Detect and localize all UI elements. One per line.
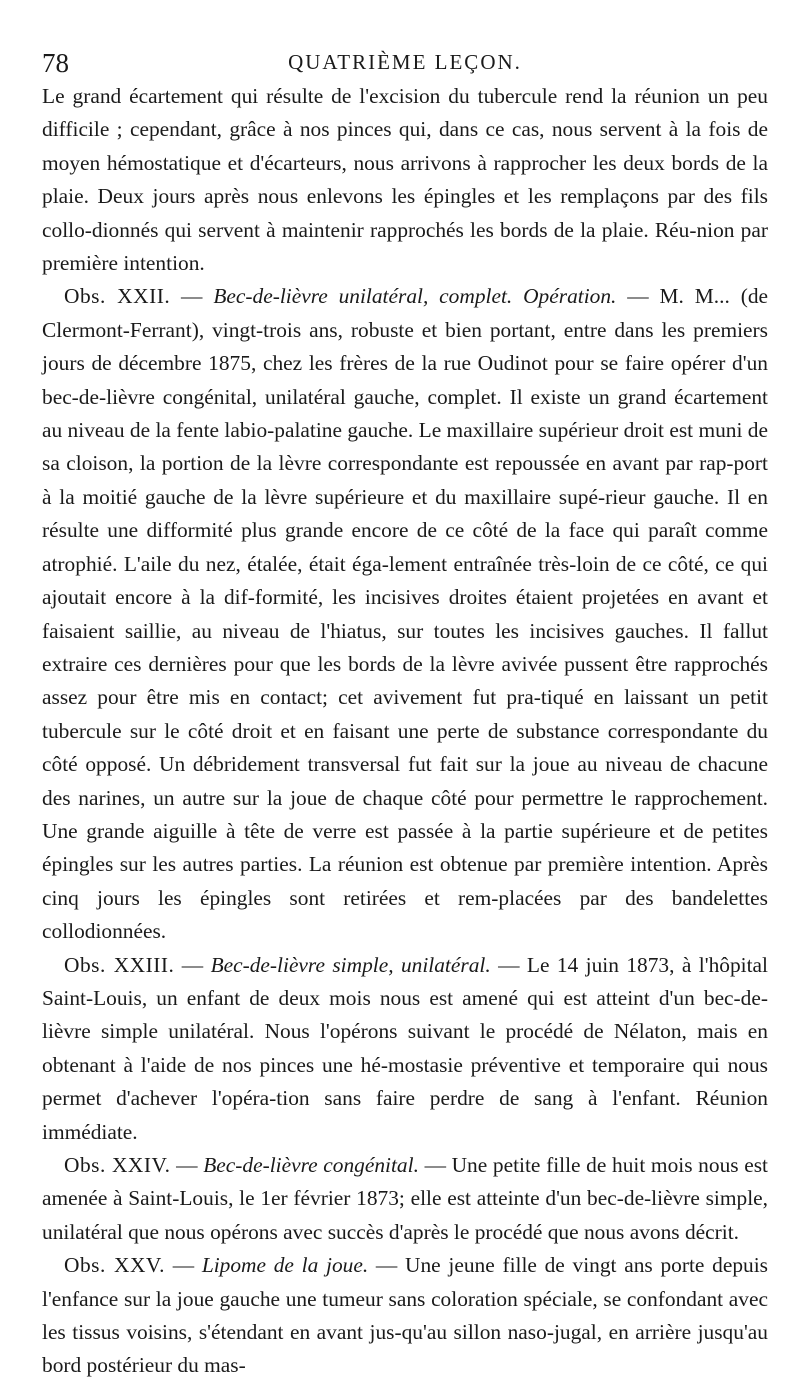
observation-separator: — <box>164 1253 202 1278</box>
observation-title: Lipome de la joue. <box>201 1253 369 1278</box>
observation-title: Bec-de-lièvre unilatéral, complet. Opération. <box>213 284 617 309</box>
observation-label: Obs. XXIII. <box>64 952 175 977</box>
page-body <box>42 80 768 1383</box>
observation-label: Obs. XXIV. <box>64 1153 171 1177</box>
observation-title: Bec-de-lièvre simple, unilatéral. <box>210 952 491 977</box>
observation-xxii <box>42 280 768 948</box>
observation-text: — M. M... (de Clermont-Ferrant), vingt-trois ans, robuste et bien portant, entre dans les premiers jours de décembre 1875, chez les frères de la rue Oudinot pour se faire opérer d'un bec-de-lièvre congénital, unilatéral gauche, complet. Il existe un grand écartement au niveau de la fente labio-palatine gauche. Le maxillaire supérieur droit est muni de sa cloison, la portion de la lèvre correspondante est repoussée en avant par rap-port à la moitié gauche de la lèvre supérieure et du maxillaire supé-rieur gauche. Il en résulte une difformité plus grande encore de ce côté de la face qui paraît comme atrophié. L'aile du nez, étalée, était éga-lement entraînée très-loin de ce côté, ce qui ajoutait encore à la dif-formité, les incisives droites étaient projetées en avant et faisaient saillie, au niveau de l'hiatus, sur toutes les incisives gauches. Il fallut extraire ces dernières pour que les bords de la lèvre avivée pussent être rapprochés assez pour être mis en contact; cet avivement fut pra-tiqué en laissant un petit tubercule sur le côté droit et en faisant une perte de substance correspondante du côté opposé. Un débridement transversal fut fait sur la joue au niveau de chacune des narines, un autre sur la joue de chaque côté pour permettre le rapprochement. Une grande aiguille à tête de verre est passée à la partie supérieure et de petites épingles sur les autres parties. La réunion est obtenue par première intention. Après cinq jours les épingles sont retirées et rem-placées par des bandelettes collodionnées. <box>42 284 769 944</box>
observation-title: Bec-de-lièvre congénital. <box>203 1153 419 1177</box>
observation-xxiii <box>42 949 768 1149</box>
page-number: 78 <box>42 48 69 78</box>
running-head: QUATRIÈME LEÇON. <box>288 50 522 74</box>
observation-separator: — <box>170 1153 204 1177</box>
observation-text: — Une petite fille de huit mois nous est amenée à Saint-Louis, le 1er février 1873; elle est atteinte d'un bec-de-lièvre simple, unilatéral que nous opérons avec succès d'après le procédé que nous avons décrit. <box>42 1153 769 1244</box>
observation-separator: — <box>170 284 214 309</box>
page-header <box>42 40 768 80</box>
paragraph-intro: Le grand écartement qui résulte de l'excision du tubercule rend la réunion un peu difficile ; cependant, grâce à nos pinces qui, dans ce cas, nous servent à la fois de moyen hémostatique et d'écarteurs, nous arrivons à rapprocher les deux bords de la plaie. Deux jours après nous enlevons les épingles et les remplaçons par des fils collo-dionnés qui servent à maintenir rapprochés les bords de la plaie. Réu-nion par première intention. <box>42 84 768 276</box>
observation-label: Obs. XXII. <box>64 284 171 309</box>
observation-xxv <box>42 1249 768 1383</box>
observation-separator: — <box>174 952 211 977</box>
observation-label: Obs. XXV. <box>64 1253 165 1278</box>
observation-text: — Le 14 juin 1873, à l'hôpital Saint-Louis, un enfant de deux mois nous est amené qui est atteint d'un bec-de-lièvre simple unilatéral. Nous l'opérons suivant le procédé de Nélaton, mais en obtenant à l'aide de nos pinces une hé-mostasie préventive et temporaire qui nous permet d'achever l'opéra-tion sans faire perdre de sang à l'enfant. Réunion immédiate. <box>42 952 768 1144</box>
observation-xxiv <box>42 1149 768 1249</box>
observation-text: — Une jeune fille de vingt ans porte depuis l'enfance sur la joue gauche une tumeur sans coloration spéciale, se confondant avec les tissus voisins, s'étendant en avant jus-qu'au sillon naso-jugal, en arrière jusqu'au bord postérieur du mas- <box>42 1253 768 1378</box>
